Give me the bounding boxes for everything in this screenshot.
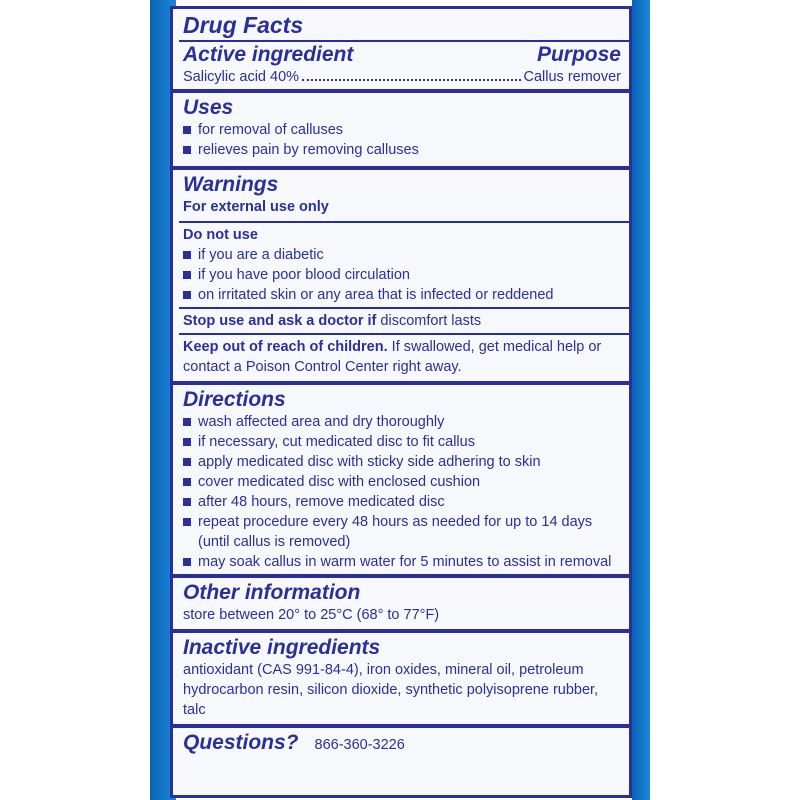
directions-heading: Directions: [183, 388, 286, 411]
list-item: on irritated skin or any area that is infected or reddened: [183, 285, 621, 305]
warnings-section: [173, 170, 629, 221]
warnings-heading: Warnings: [183, 173, 279, 196]
active-ingredient-row: [183, 67, 621, 89]
dot-leader: [302, 79, 520, 81]
list-item: apply medicated disc with sticky side adhering to skin: [183, 452, 621, 472]
stop-use-section: [173, 309, 629, 333]
ingredient-name: Salicylic acid 40%: [183, 69, 300, 85]
questions-section: [173, 728, 629, 755]
other-information-heading: Other information: [183, 581, 361, 604]
list-item: if necessary, cut medicated disc to fit callus: [183, 432, 621, 452]
list-item: after 48 hours, remove medicated disc: [183, 492, 621, 512]
list-item: cover medicated disc with enclosed cushion: [183, 472, 621, 492]
stop-use-text: discomfort lasts: [376, 313, 482, 329]
list-item: if you are a diabetic: [183, 245, 621, 265]
drug-facts-panel: [170, 6, 632, 798]
list-item: for removal of calluses: [183, 120, 621, 140]
ingredient-purpose: Callus remover: [523, 69, 621, 85]
list-item: relieves pain by removing calluses: [183, 140, 621, 160]
do-not-use-section: [173, 223, 629, 307]
storage-text: store between 20° to 25°C (68° to 77°F): [183, 607, 440, 623]
inactive-ingredients-section: [173, 633, 629, 724]
phone-number: 866-360-3226: [314, 737, 405, 753]
list-item: if you have poor blood circulation: [183, 265, 621, 285]
external-use-note: For external use only: [183, 199, 329, 215]
uses-heading: Uses: [183, 96, 234, 119]
uses-section: [173, 93, 629, 166]
inactive-ingredients-heading: Inactive ingredients: [183, 636, 381, 659]
list-item: wash affected area and dry thoroughly: [183, 412, 621, 432]
active-header-row: [183, 42, 621, 67]
list-item: may soak callus in warm water for 5 minutes to assist in removal: [183, 552, 621, 572]
blue-backing-right: [632, 0, 650, 800]
keep-out-label: Keep out of reach of children.: [183, 339, 388, 355]
active-ingredient-section: [173, 42, 629, 89]
title-section: [173, 9, 629, 40]
questions-heading: Questions?: [183, 731, 299, 754]
keep-out-section: [173, 335, 629, 381]
other-information-section: [173, 578, 629, 629]
active-ingredient-heading: Active ingredient: [183, 43, 354, 66]
list-item: repeat procedure every 48 hours as needed for up to 14 days (until callus is removed): [183, 512, 621, 552]
keep-out-text: If swallowed, get medical help or contact a Poison Control Center right away.: [183, 339, 602, 375]
do-not-use-heading: Do not use: [183, 227, 258, 243]
inactive-ingredients-text: antioxidant (CAS 991-84-4), iron oxides, mineral oil, petroleum hydrocarbon resin, silicon dioxide, synthetic polyisoprene rubber, talc: [183, 662, 599, 718]
stop-use-label: Stop use and ask a doctor if: [183, 313, 377, 329]
purpose-heading: Purpose: [536, 43, 621, 66]
drug-facts-title: Drug Facts: [183, 12, 304, 38]
directions-section: [173, 385, 629, 574]
